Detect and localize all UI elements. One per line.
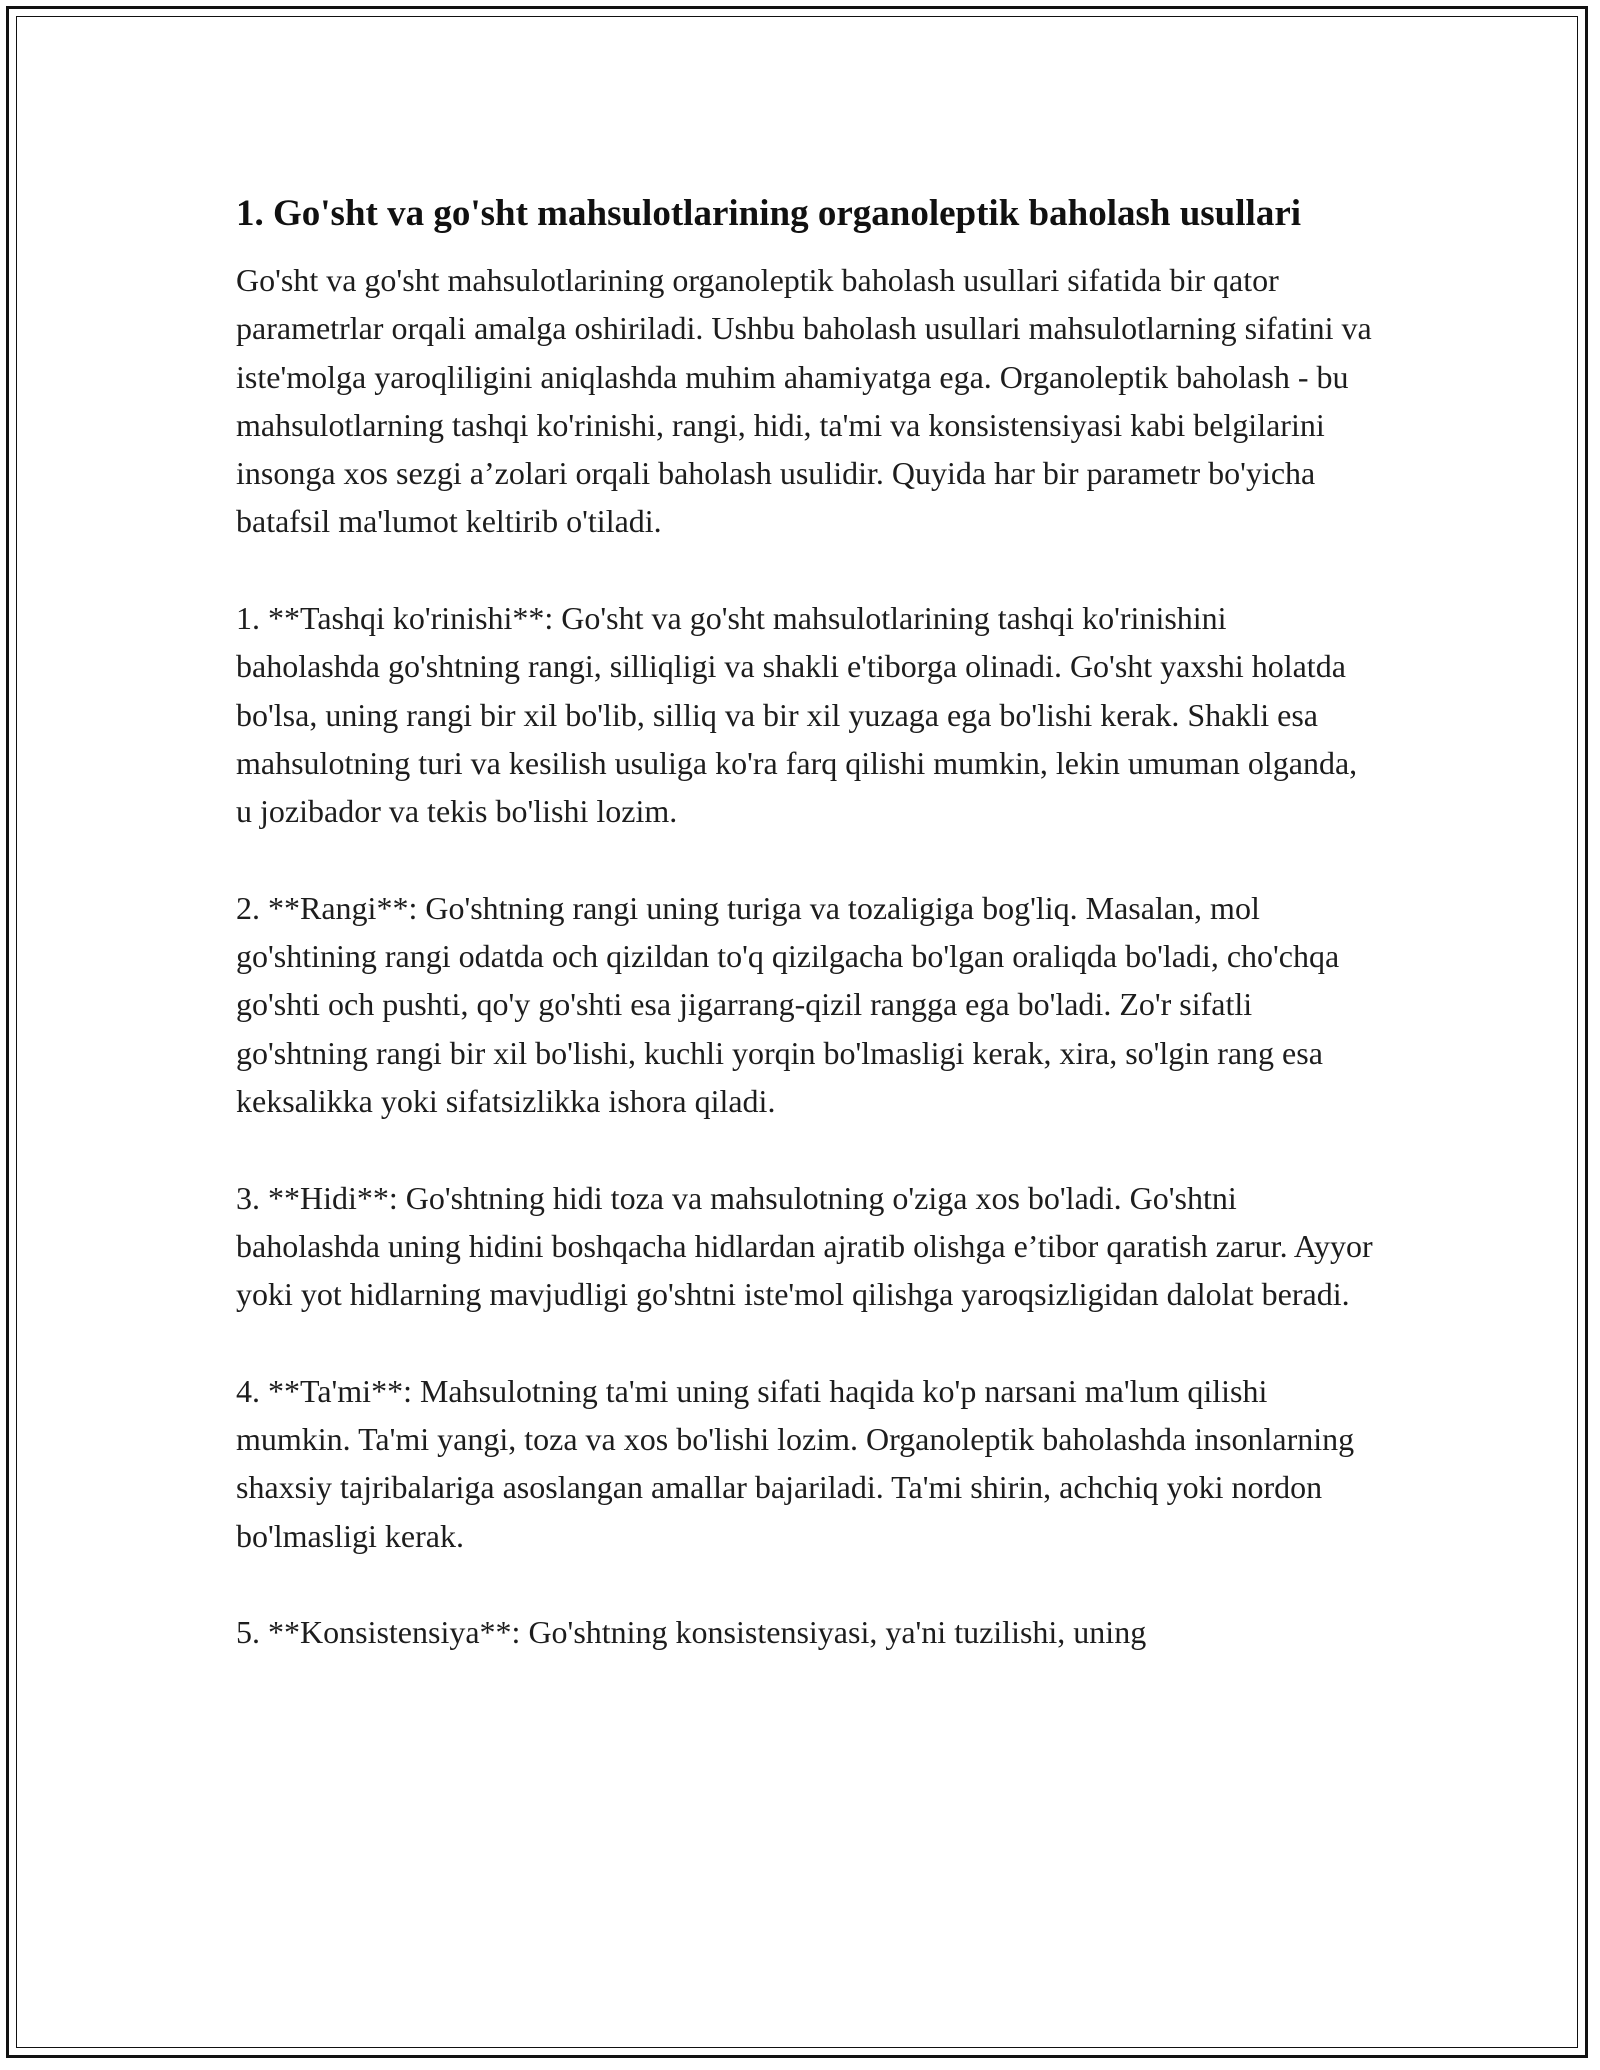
intro-paragraph: Go'sht va go'sht mahsulotlarining organoleptik baholash usullari sifatida bir qator parametrlar orqali amalga oshiriladi. Ushbu baholash usullari mahsulotlarning sifatini va iste'molga yaroqliligini aniqlashda muhim ahamiyatga ega. Organoleptik baholash - bu mahsulotlarning tashqi ko'rinishi, rangi, hidi, ta'mi va konsistensiyasi kabi belgilarini insonga xos sezgi a’zolari orqali baholash usulidir. Quyida har bir parametr bo'yicha batafsil ma'lumot keltirib o'tiladi. xyxy=(236,262,1372,540)
paragraph-konsistensiya: 5. **Konsistensiya**: Go'shtning konsistensiyasi, ya'ni tuzilishi, uning xyxy=(236,1614,1147,1651)
paragraph-rangi: 2. **Rangi**: Go'shtning rangi uning turiga va tozaligiga bog'liq. Masalan, mol go'shtining rangi odatda och qizildan to'q qizilgacha bo'lgan oraliqda bo'ladi, cho'chqa go'shti och pushti, qo'y go'shti esa jigarrang-qizil rangga ega bo'ladi. Zo'r sifatli go'shtning rangi bir xil bo'lishi, kuchli yorqin bo'lmasligi kerak, xira, so'lgin rang esa keksalikka yoki sifatsizlikka ishora qiladi. xyxy=(236,889,1340,1120)
section-heading: 1. Go'sht va go'sht mahsulotlarining organoleptik baholash usullari xyxy=(236,193,1302,234)
paragraph-tami: 4. **Ta'mi**: Mahsulotning ta'mi uning sifati haqida ko'p narsani ma'lum qilishi mumkin. Ta'mi yangi, toza va xos bo'lishi lozim. Organoleptik baholashda insonlarning shaxsiy tajribalariga asoslangan amallar bajariladi. Ta'mi shirin, achchiq yoki nordon bo'lmasligi kerak. xyxy=(236,1372,1355,1554)
document-body xyxy=(236,186,1376,1657)
paragraph-hidi: 3. **Hidi**: Go'shtning hidi toza va mahsulotning o'ziga xos bo'ladi. Go'shtni baholashda uning hidini boshqacha hidlardan ajratib olishga e’tibor qaratish zarur. Ayyor yoki yot hidlarning mavjudligi go'shtni iste'mol qilishga yaroqsizligidan dalolat beradi. xyxy=(236,1179,1373,1313)
paragraph-tashqi-korinishi: 1. **Tashqi ko'rinishi**: Go'sht va go'sht mahsulotlarining tashqi ko'rinishini baholashda go'shtning rangi, silliqligi va shakli e'tiborga olinadi. Go'sht yaxshi holatda bo'lsa, uning rangi bir xil bo'lib, silliq va bir xil yuzaga ega bo'lishi kerak. Shakli esa mahsulotning turi va kesilish usuliga ko'ra farq qilishi mumkin, lekin umuman olganda, u jozibador va tekis bo'lishi lozim. xyxy=(236,600,1358,830)
